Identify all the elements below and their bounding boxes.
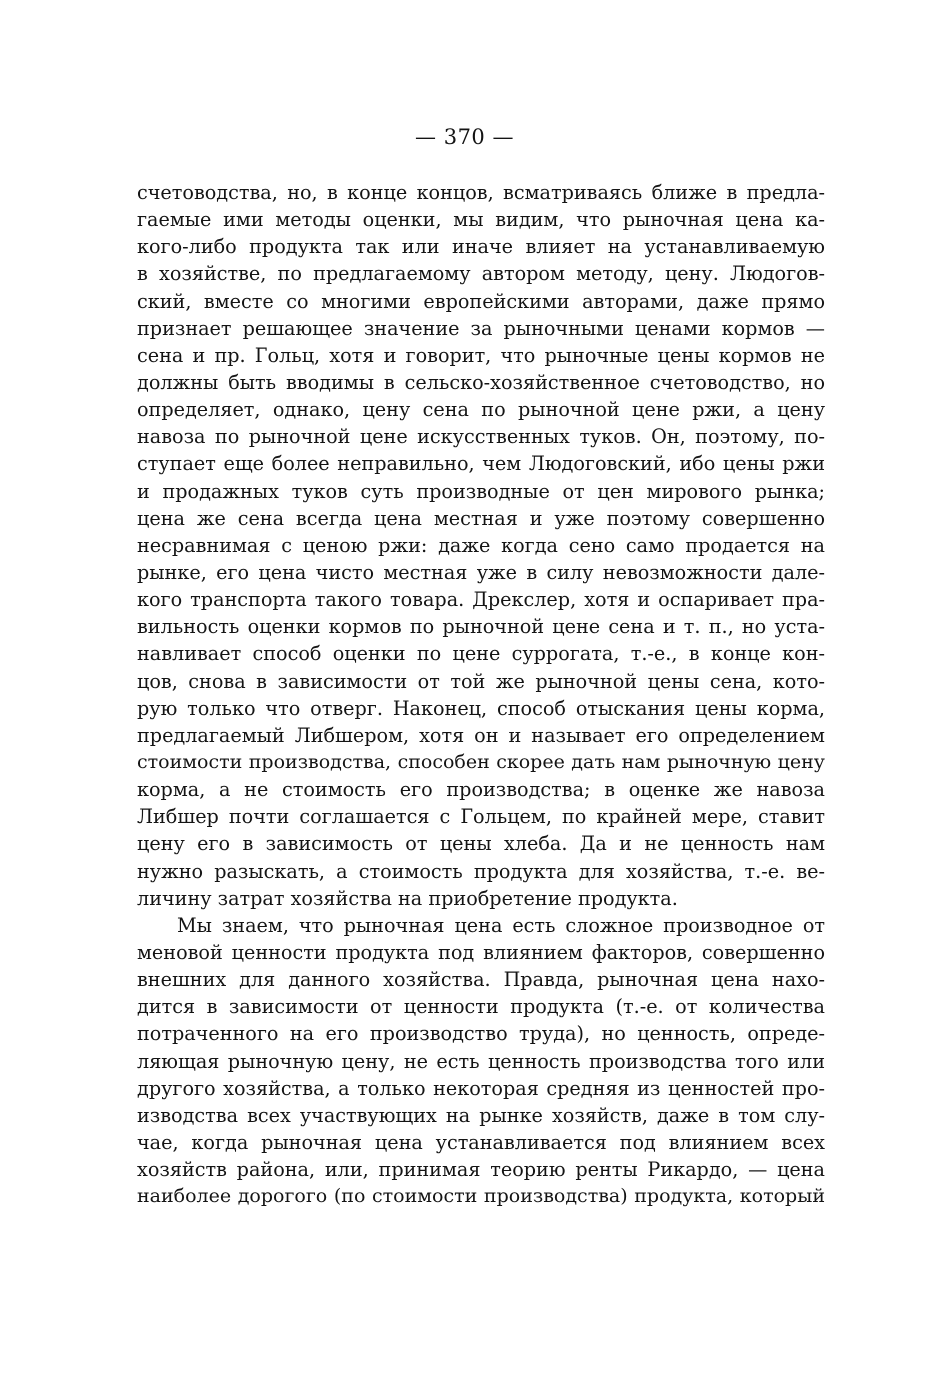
text-line: цена же сена всегда цена местная и уже поэтому совершенно (137, 506, 825, 530)
text-line: личину затрат хозяйства на приобретение продукта. (137, 886, 678, 910)
text-line: ляющая рыночную цену, не есть ценность производства того или (137, 1049, 825, 1073)
text-line: корма, а не стоимость его производства; в оценке же навоза (137, 778, 825, 802)
text-line: стоимости производства, способен скорее дать нам рыночную цену (137, 750, 825, 773)
text-line: предлагаемый Либшером, хотя он и называет его определением (137, 723, 825, 747)
text-line: гаемые ими методы оценки, мы видим, что рыночная цена ка- (137, 208, 825, 232)
text-line: несравнимая с ценою ржи: даже когда сено само продается на (137, 533, 825, 557)
text-line: чае, когда рыночная цена устанавливается под влиянием всех (137, 1130, 825, 1154)
text-line: признает решающее значение за рыночными ценами кормов — (137, 316, 825, 340)
text-line: цов, снова в зависимости от той же рыночной цены сена, кото- (137, 669, 825, 693)
text-line: хозяйств района, или, принимая теорию ренты Рикардо, — цена (137, 1158, 825, 1182)
text-line: в хозяйстве, по предлагаемому автором методу, цену. Людогов- (137, 262, 825, 286)
text-line: меновой ценности продукта под влиянием факторов, совершенно (137, 940, 825, 964)
text-line: должны быть вводимы в сельско-хозяйственное счетоводство, но (137, 370, 825, 394)
text-line: нужно разыскать, а стоимость продукта для хозяйства, т.-е. ве- (137, 859, 825, 883)
text-line: ский, вместе со многими европейскими авторами, даже прямо (137, 289, 825, 313)
text-line: другого хозяйства, а только некоторая средняя из ценностей про- (137, 1076, 825, 1100)
text-line: цену его в зависимость от цены хлеба. Да и не ценность нам (137, 832, 825, 856)
text-line: вильность оценки кормов по рыночной цене сена и т. п., но уста- (137, 615, 825, 639)
text-line: рынке, его цена чисто местная уже в силу невозможности далe- (137, 560, 825, 584)
text-line: сена и пр. Гольц, хотя и говорит, что рыночные цены кормов не (137, 343, 825, 367)
text-line: Либшер почти соглашается с Гольцем, по крайней мере, ставит (137, 805, 825, 829)
text-line: внешних для данного хозяйства. Правда, рыночная цена нахо- (137, 968, 825, 992)
text-line: и продажных туков суть производные от цен мирового рынка; (137, 479, 825, 503)
paragraph-2 (137, 912, 825, 1211)
text-line: кого-либо продукта так или иначе влияет на устанавливаемую (137, 235, 825, 259)
text-line: рую только что отверг. Наконец, способ отыскания цены корма, (137, 696, 825, 720)
text-line: навливает способ оценки по цене суррогата, т.-е., в конце кон- (137, 642, 825, 666)
text-line: дится в зависимости от ценности продукта (т.-е. от количества (137, 995, 825, 1019)
text-line: ступает еще более неправильно, чем Людоговский, ибо цены ржи (137, 452, 825, 476)
text-line: изводства всех участвующих на рынке хозяйств, даже в том слу- (137, 1103, 825, 1127)
text-line: навоза по рыночной цене искусственных туков. Он, поэтому, по- (137, 425, 825, 449)
text-line: Мы знаем, что рыночная цена есть сложное производное от (177, 913, 825, 937)
paragraph-1 (137, 179, 825, 912)
text-line: наиболее дорогого (по стоимости производства) продукта, который (137, 1185, 825, 1208)
text-line: определяет, однако, цену сена по рыночной цене ржи, а цену (137, 398, 825, 422)
body-text (137, 179, 825, 1210)
text-line: потраченного на его производство труда), но ценность, опреде- (137, 1022, 825, 1046)
text-line: счетоводства, но, в конце концов, всматриваясь ближе в предла- (137, 181, 825, 204)
text-line: кого транспорта такого товара. Дрекслер, хотя и оспаривает пра- (137, 588, 825, 612)
page-number: — 370 — (415, 125, 514, 149)
